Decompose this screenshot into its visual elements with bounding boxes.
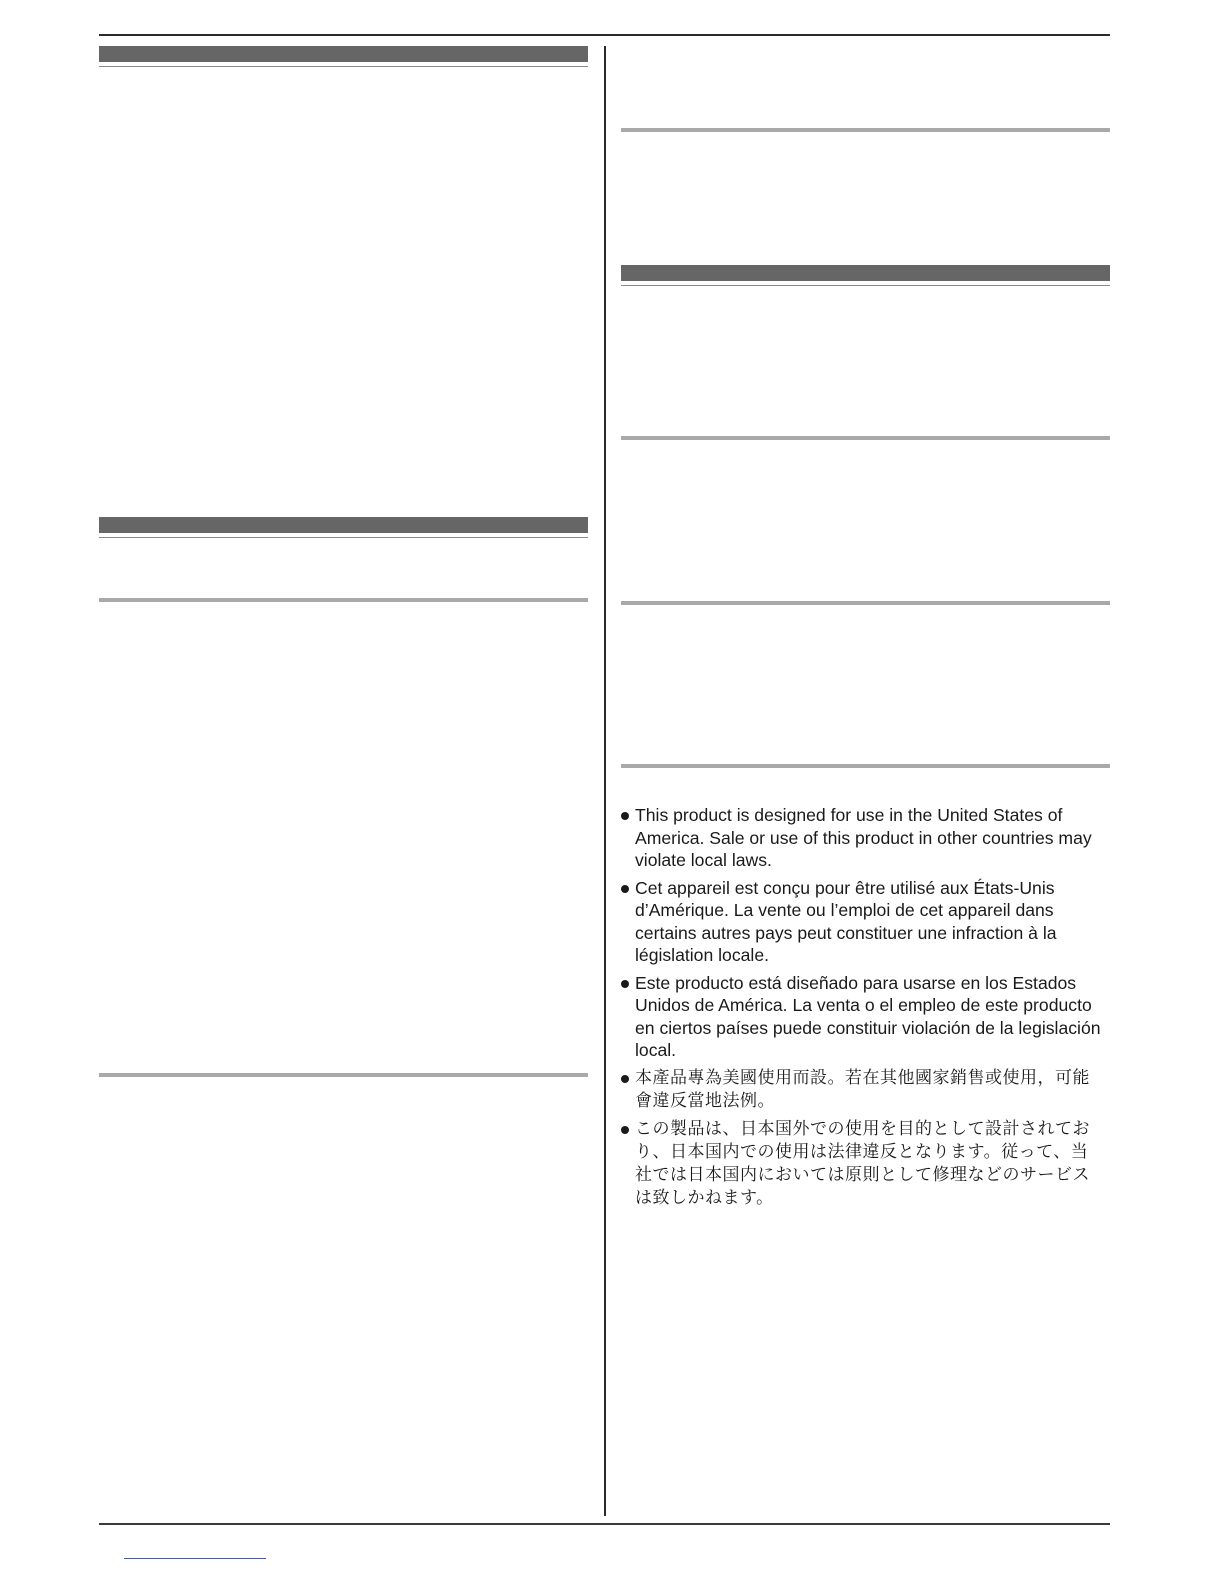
page-bottom-rule bbox=[99, 1523, 1110, 1525]
column-divider bbox=[604, 46, 606, 1516]
left-section-heading-bar-2 bbox=[99, 517, 588, 533]
notice-text: This product is designed for use in the United States of America. Sale or use of this product in other countries may violate local laws. bbox=[635, 805, 1092, 870]
left-subsection-rule-1 bbox=[99, 598, 588, 602]
notice-french bbox=[621, 877, 1101, 967]
notice-text: 本產品專為美國使用而設。若在其他國家銷售或使用，可能會違反當地法例。 bbox=[635, 1067, 1090, 1111]
regional-use-notice-list bbox=[621, 804, 1101, 1215]
left-section-heading-bar-1 bbox=[99, 46, 588, 62]
bullet-icon bbox=[621, 980, 629, 988]
right-subsection-rule-2 bbox=[621, 436, 1110, 440]
bullet-icon bbox=[621, 812, 629, 820]
notice-english bbox=[621, 804, 1101, 872]
notice-text: この製品は、日本国外での使用を目的として設計されており、日本国内での使用は法律違反となります。従って、当社では日本国内においては原則として修理などのサービスは致しかねます。 bbox=[635, 1118, 1090, 1208]
page-top-rule bbox=[99, 34, 1110, 36]
right-subsection-rule-1 bbox=[621, 128, 1110, 132]
notice-text: Este producto está diseñado para usarse en los Estados Unidos de América. La venta o el empleo de este producto en ciertos países puede constituir violación de la legislación local. bbox=[635, 972, 1101, 1060]
footer-link-underline[interactable] bbox=[124, 1558, 266, 1559]
notice-text: Cet appareil est conçu pour être utilisé aux États-Unis d’Amérique. La vente ou l’emploi de cet appareil dans certains autres pays peut constituer une infraction à la législation locale. bbox=[635, 877, 1057, 965]
right-subsection-rule-4 bbox=[621, 764, 1110, 768]
bullet-icon bbox=[621, 885, 629, 893]
bullet-icon bbox=[621, 1075, 629, 1083]
right-subsection-rule-3 bbox=[621, 601, 1110, 605]
bullet-icon bbox=[621, 1126, 629, 1134]
notice-spanish bbox=[621, 972, 1101, 1062]
right-section-heading-bar-1 bbox=[621, 265, 1110, 281]
notice-chinese bbox=[621, 1067, 1101, 1113]
notice-japanese bbox=[621, 1118, 1101, 1210]
left-subsection-rule-2 bbox=[99, 1073, 588, 1077]
